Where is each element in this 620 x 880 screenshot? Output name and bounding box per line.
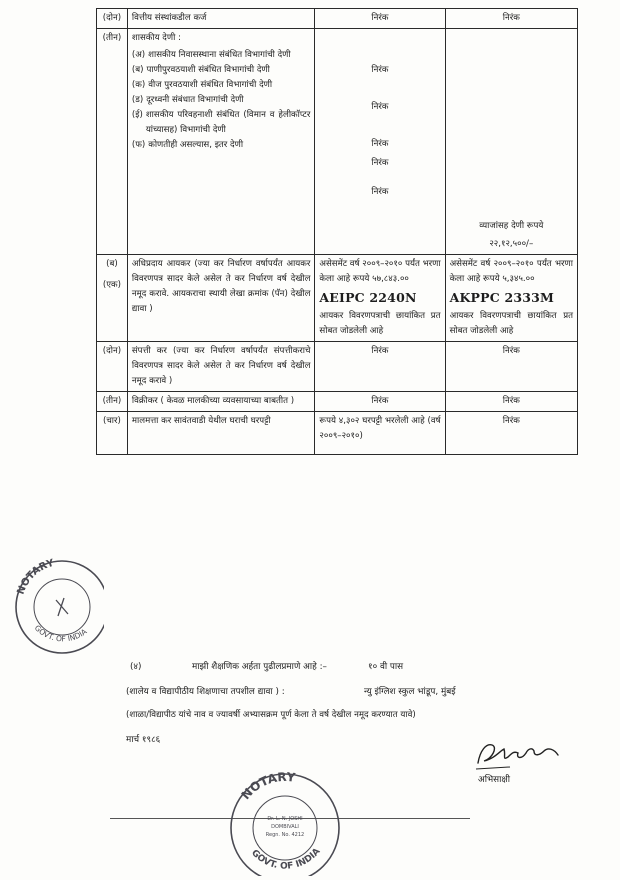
tax-paid-text: असेसमेंट वर्ष २००९–२०१० पर्यंत भरणा केला आहे रूपये ५७,८४३.०० — [319, 259, 441, 285]
row-values-1 — [315, 255, 445, 342]
table-row-financial-loans — [97, 9, 578, 29]
signature-caption: अभिसाक्षी — [478, 775, 510, 785]
seal-bottom-text: GOVT. OF INDIA — [32, 623, 89, 644]
row-title: विक्रीकर ( केवळ मालकीच्या व्यवसायाच्या बाबतीत ) — [127, 392, 315, 412]
notary-seal-bottom — [226, 768, 344, 876]
row-values-2 — [445, 29, 577, 255]
svg-text:Dr. L. N. JOSHI: Dr. L. N. JOSHI — [267, 816, 303, 822]
row-value-1: निरंक — [315, 342, 445, 392]
row-number: (दोन) — [97, 342, 128, 392]
deponent-signature — [470, 733, 570, 783]
row-number: (तीन) — [97, 392, 128, 412]
svg-text:NOTARY — [239, 770, 297, 802]
row-title: वित्तीय संस्थांकडील कर्ज — [127, 9, 315, 29]
list-item: (ब) पाणीपुरवठयाशी संबंधित विभागांची देणी — [131, 65, 270, 76]
seal-top-text: NOTARY — [15, 557, 56, 597]
value-cell: निरंक — [371, 187, 389, 198]
qualification-label: माझी शैक्षणिक अर्हता पुढीलप्रमाणे आहे :– — [192, 662, 327, 672]
value-cell: २२,१२,५००/– — [489, 239, 534, 250]
row-values-2 — [445, 255, 577, 342]
qualification-value: १० वी पास — [368, 662, 404, 672]
row-number-block — [97, 255, 128, 342]
row-value-1: निरंक — [315, 9, 445, 29]
row-value-1: निरंक — [315, 392, 445, 412]
row-value-2: निरंक — [445, 392, 577, 412]
education-detail-label: (शालेय व विद्यापीठीय शिक्षणाचा तपशील द्यावा ) : — [126, 687, 285, 697]
pan-number: AEIPC 2240N — [319, 290, 417, 306]
row-subnumber: (एक) — [102, 280, 121, 291]
seal-bottom-text: GOVT. OF INDIA — [249, 846, 323, 872]
list-item: (ड) दूरध्वनी संबंधात विभागांची देणी — [131, 95, 244, 106]
value-cell: निरंक — [371, 102, 389, 113]
list-item: (क) वीज पुरवठयाशी संबंधित विभागांची देणी — [131, 80, 273, 91]
row-values-1 — [315, 29, 445, 255]
row-title: मालमत्ता कर सावंतवाडी येथील घराची घरपट्टी — [127, 412, 315, 455]
row-title: शासकीय देणी : — [131, 33, 181, 44]
row-title: अधिप्रदाय आयकर (ज्या कर निर्धारण वर्षापर्यंत आयकर विवरणपत्र सादर केले असेल ते कर निर्धारण वर्ष देखील नमूद करावे. आयकराचा स्थायी लेखा क्रमांक (पॅन) देखील द्यावा ) — [127, 255, 315, 342]
section-number: (४) — [130, 662, 142, 672]
row-number: (चार) — [97, 412, 128, 455]
completion-date: मार्च १९८६ — [126, 735, 161, 745]
svg-text:DOMBIVALI: DOMBIVALI — [271, 824, 299, 830]
row-title: संपत्ती कर (ज्या कर निर्धारण वर्षापर्यंत संपत्तीकराचे विवरणपत्र सादर केले असेल ते कर निर्धारण वर्ष देखील नमूद करावे ) — [127, 342, 315, 392]
row-value-2: निरंक — [445, 9, 577, 29]
tax-paid-text: असेसमेंट वर्ष २००९–२०१० पर्यंत भरणा केला आहे रूपये ५,३४५.०० — [449, 259, 573, 285]
row-value-2: निरंक — [445, 412, 577, 455]
row-number: (तीन) — [97, 29, 128, 255]
value-cell: निरंक — [371, 158, 389, 169]
table-row-wealth-tax — [97, 342, 578, 392]
pan-number: AKPPC 2333M — [449, 290, 555, 306]
row-value-2: निरंक — [445, 342, 577, 392]
signature-scribble-icon — [470, 733, 570, 777]
table-row-property-tax — [97, 412, 578, 455]
row-title-block — [127, 29, 315, 255]
table-row-sales-tax — [97, 392, 578, 412]
attachment-note: आयकर विवरणपत्राची छायांकित प्रत सोबत जोडलेली आहे — [449, 311, 573, 337]
svg-text:GOVT. OF INDIA — [249, 847, 322, 872]
education-instruction: (शाळा/विद्यापीठ यांचे नाव व ज्यावर्षी अभ्यासक्रम पूर्ण केला ते वर्ष देखील नमूद करण्यात यावे) — [126, 710, 416, 720]
education-detail-value: न्यु इंग्लिश स्कुल भांडूप, मुंबई — [364, 687, 456, 697]
row-value-1: रूपये ४,३०२ घरपट्टी भरलेली आहे (वर्ष २००९–२०१०) — [315, 412, 445, 455]
attachment-note: आयकर विवरणपत्राची छायांकित प्रत सोबत जोडलेली आहे — [319, 311, 441, 337]
row-number: (ब) — [106, 259, 118, 270]
value-cell: व्याजांसह देणी रूपये — [479, 221, 544, 232]
list-item: (अ) शासकीय निवासस्थाना संबंधित विभागांची देणी — [131, 50, 291, 61]
svg-text:Regn. No. 4212: Regn. No. 4212 — [265, 832, 305, 838]
table-row-income-tax — [97, 255, 578, 342]
list-item: (फ) कोणतीही असल्यास, इतर देणी — [131, 140, 244, 151]
assets-liabilities-table — [96, 8, 578, 455]
seal-top-text: NOTARY — [238, 769, 297, 803]
svg-text:NOTARY — [16, 558, 56, 596]
table-row-government-dues — [97, 29, 578, 255]
list-item: (ई) शासकीय परिवहनाशी संबंधित (विमान व हेलीकॉप्टर यांच्यासह) विभागांची देणी — [131, 110, 311, 136]
notary-seal-top — [8, 550, 104, 660]
row-number: (दोन) — [97, 9, 128, 29]
value-cell: निरंक — [371, 139, 389, 150]
value-cell: निरंक — [371, 65, 389, 76]
svg-text:GOVT. OF INDIA — [33, 623, 89, 643]
